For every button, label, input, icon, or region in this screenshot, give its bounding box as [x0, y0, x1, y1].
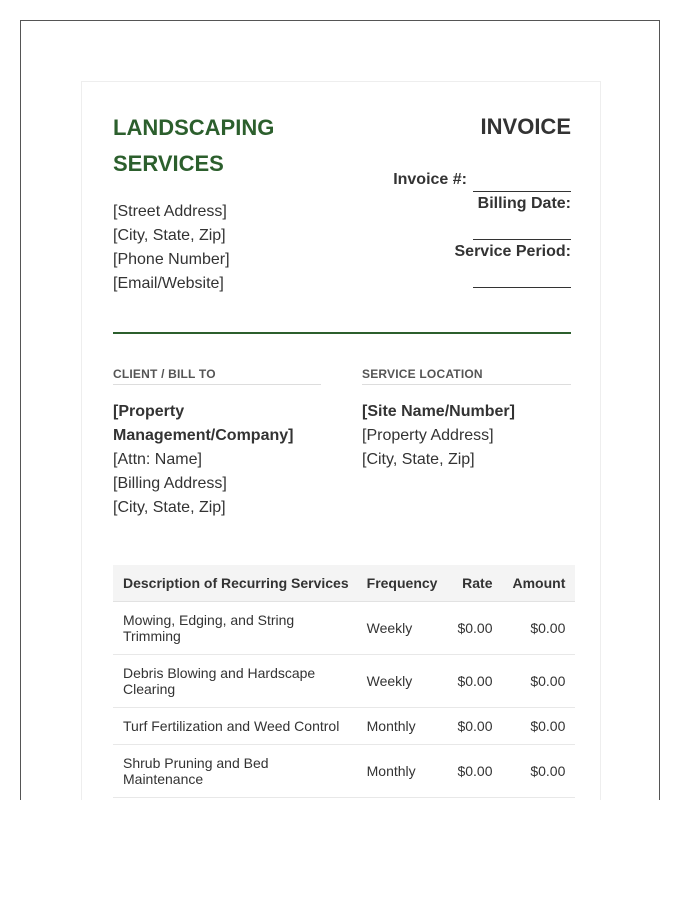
invoice-meta [351, 168, 571, 288]
header-divider [113, 332, 571, 334]
table-row [113, 745, 575, 798]
header-amount: Amount [503, 565, 576, 602]
client-company: [Property Management/Company] [113, 403, 294, 444]
service-amount: $0.00 [503, 745, 576, 798]
location-city: [City, State, Zip] [362, 451, 475, 468]
document-frame [20, 20, 660, 800]
location-address: [Property Address] [362, 427, 494, 444]
header-rate: Rate [447, 565, 502, 602]
company-web: [Email/Website] [113, 275, 224, 292]
service-frequency: Monthly [359, 708, 448, 745]
invoice-page [81, 81, 601, 800]
company-city: [City, State, Zip] [113, 227, 226, 244]
table-row [113, 708, 575, 745]
invoice-title: INVOICE [480, 114, 571, 139]
billing-date-label: Billing Date: [477, 195, 571, 212]
billing-date-field-row [351, 216, 571, 240]
location-site: [Site Name/Number] [362, 403, 515, 420]
service-frequency: Monthly [359, 745, 448, 798]
location-heading: SERVICE LOCATION [362, 367, 571, 385]
company-street: [Street Address] [113, 203, 227, 220]
service-rate: $0.00 [447, 602, 502, 655]
services-table [113, 565, 575, 798]
service-amount: $0.00 [503, 655, 576, 708]
billing-date-field[interactable] [473, 223, 571, 240]
service-description: Mowing, Edging, and String Trimming [113, 602, 359, 655]
service-description: Turf Fertilization and Weed Control [113, 708, 359, 745]
header-frequency: Frequency [359, 565, 448, 602]
company-phone: [Phone Number] [113, 251, 230, 268]
client-heading: CLIENT / BILL TO [113, 367, 321, 385]
service-frequency: Weekly [359, 655, 448, 708]
service-period-row [351, 240, 571, 264]
billing-date-row [351, 192, 571, 216]
service-amount: $0.00 [503, 708, 576, 745]
invoice-number-label: Invoice #: [393, 171, 467, 188]
service-description: Shrub Pruning and Bed Maintenance [113, 745, 359, 798]
service-period-field-row [351, 264, 571, 288]
header-description: Description of Recurring Services [113, 565, 359, 602]
table-row [113, 602, 575, 655]
service-amount: $0.00 [503, 602, 576, 655]
client-block [113, 400, 333, 520]
company-name: LANDSCAPING SERVICES [113, 115, 275, 176]
client-attn: [Attn: Name] [113, 451, 202, 468]
client-city: [City, State, Zip] [113, 499, 226, 516]
service-description: Debris Blowing and Hardscape Clearing [113, 655, 359, 708]
service-period-field[interactable] [473, 271, 571, 288]
invoice-number-field[interactable] [473, 173, 571, 192]
services-header-row [113, 565, 575, 602]
service-rate: $0.00 [447, 655, 502, 708]
invoice-number-row [351, 168, 571, 192]
service-rate: $0.00 [447, 745, 502, 798]
service-period-label: Service Period: [454, 243, 571, 260]
client-address: [Billing Address] [113, 475, 227, 492]
company-contact [113, 200, 230, 296]
table-row [113, 655, 575, 708]
service-frequency: Weekly [359, 602, 448, 655]
service-rate: $0.00 [447, 708, 502, 745]
location-block [362, 400, 571, 472]
